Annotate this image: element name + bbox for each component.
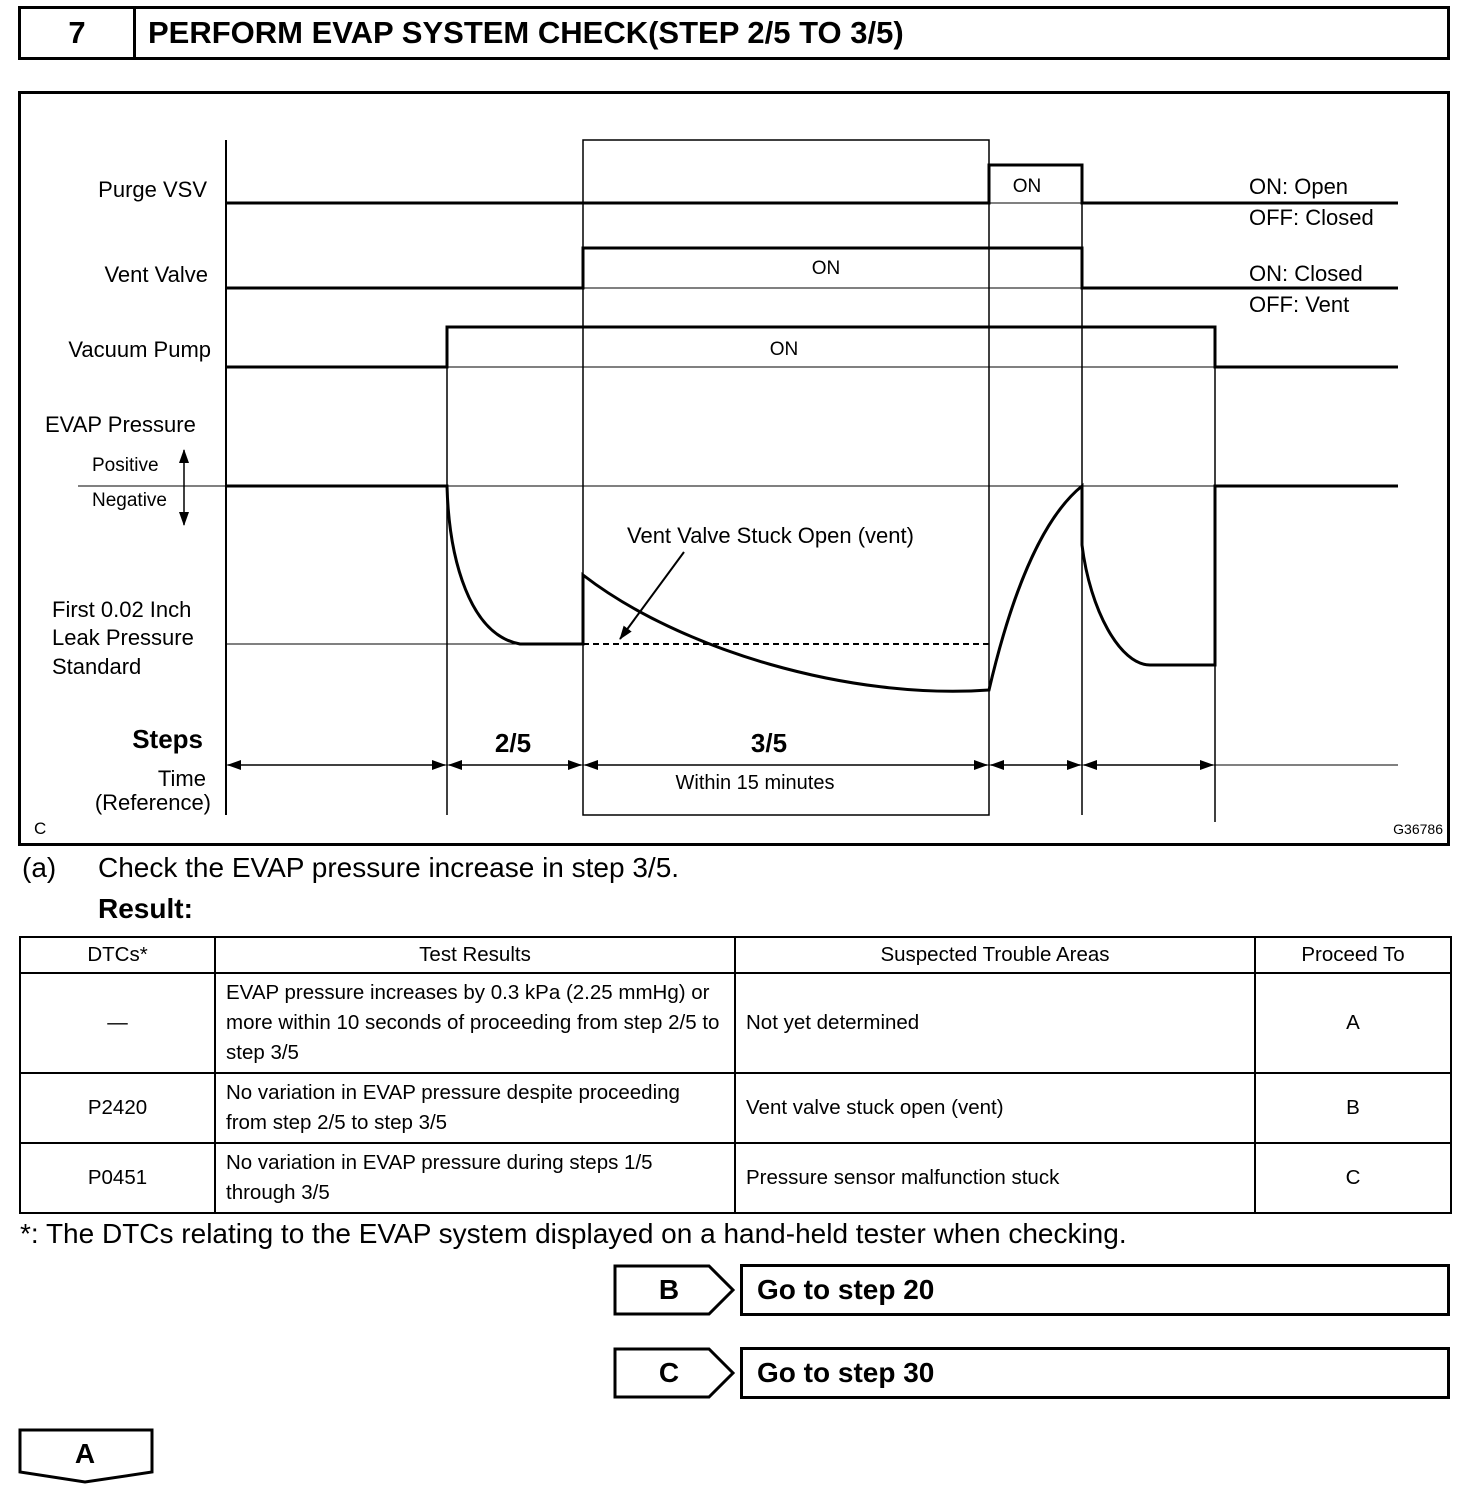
route-c-code: C: [658, 1357, 680, 1388]
results-table: [19, 936, 1452, 1214]
label-purge-vsv: Purge VSV: [98, 177, 207, 202]
dtc-cell: —: [20, 973, 215, 1073]
route-c: [613, 1347, 1453, 1399]
vacuum-pump-waveform: [226, 327, 1398, 367]
test-result-cell: EVAP pressure increases by 0.3 kPa (2.25 mmHg) or more within 10 seconds of proceeding from step 2/5 to step 3/5: [215, 973, 735, 1073]
label-reference: (Reference): [94, 790, 211, 815]
within-15-minutes: Within 15 minutes: [675, 772, 835, 794]
test-result-cell: No variation in EVAP pressure during steps 1/5 through 3/5: [215, 1143, 735, 1213]
label-leak-line3: Standard: [52, 654, 142, 679]
legend-vent-on: ON: Closed: [1249, 261, 1363, 286]
route-c-code-box[interactable]: [613, 1347, 735, 1399]
result-label: Result:: [98, 893, 193, 924]
step-label-2-5: 2/5: [494, 728, 532, 758]
step-header: [18, 6, 1450, 60]
proceed-cell: A: [1255, 973, 1451, 1073]
figure-id: G36786: [1393, 821, 1443, 837]
legend-vent-off: OFF: Vent: [1249, 292, 1350, 317]
label-vacuum-pump: Vacuum Pump: [68, 337, 211, 362]
footnote: *: The DTCs relating to the EVAP system displayed on a hand-held tester when checking.: [20, 1218, 1127, 1249]
instruction-label: (a): [22, 852, 57, 883]
proceed-cell: B: [1255, 1073, 1451, 1143]
table-row: [20, 973, 1451, 1073]
evap-pressure-curve: [226, 486, 1398, 691]
trouble-area-cell: Pressure sensor malfunction stuck: [735, 1143, 1255, 1213]
route-a-code-box[interactable]: [18, 1428, 158, 1486]
trouble-area-cell: Not yet determined: [735, 973, 1255, 1073]
label-negative: Negative: [92, 490, 167, 511]
header-test-results: Test Results: [215, 937, 735, 973]
purge-vsv-waveform: [226, 165, 1398, 203]
route-b-code-box[interactable]: [613, 1264, 735, 1316]
header-suspected-areas: Suspected Trouble Areas: [735, 937, 1255, 973]
dtc-cell: P2420: [20, 1073, 215, 1143]
annotation-arrow: [620, 552, 684, 639]
trouble-area-cell: Vent valve stuck open (vent): [735, 1073, 1255, 1143]
label-vent-valve: Vent Valve: [104, 262, 208, 287]
header-dtcs: DTCs*: [20, 937, 215, 973]
instruction-text: Check the EVAP pressure increase in step 3/5.: [98, 852, 680, 883]
dtc-cell: P0451: [20, 1143, 215, 1213]
proceed-cell: C: [1255, 1143, 1451, 1213]
step-title: PERFORM EVAP SYSTEM CHECK(STEP 2/5 TO 3/5): [148, 15, 904, 50]
route-b-goto[interactable]: Go to step 20: [740, 1264, 1450, 1316]
purge-on-label: ON: [1012, 176, 1042, 197]
legend-purge-on: ON: Open: [1249, 174, 1349, 199]
step-number: 7: [21, 9, 136, 57]
label-positive: Positive: [92, 455, 159, 476]
table-row: [20, 1143, 1451, 1213]
table-header-row: [20, 937, 1451, 973]
route-b-code: B: [658, 1274, 680, 1305]
step-3-5-frame: [583, 140, 989, 815]
timing-diagram: [18, 91, 1450, 846]
corner-code: C: [34, 819, 47, 838]
label-time: Time: [157, 766, 206, 791]
label-leak-line1: First 0.02 Inch: [52, 597, 192, 622]
route-c-goto[interactable]: Go to step 30: [740, 1347, 1450, 1399]
legend-purge-off: OFF: Closed: [1249, 205, 1374, 230]
table-row: [20, 1073, 1451, 1143]
route-b: [613, 1264, 1453, 1316]
timing-diagram-svg: [21, 94, 1447, 843]
route-a-code: A: [74, 1438, 96, 1469]
step-label-3-5: 3/5: [750, 728, 788, 758]
test-result-cell: No variation in EVAP pressure despite proceeding from step 2/5 to step 3/5: [215, 1073, 735, 1143]
label-leak-line2: Leak Pressure: [52, 625, 194, 650]
label-steps: Steps: [132, 724, 203, 754]
header-proceed-to: Proceed To: [1255, 937, 1451, 973]
pump-on-label: ON: [769, 339, 799, 360]
annotation-vent-stuck: Vent Valve Stuck Open (vent): [627, 523, 914, 548]
vent-on-label: ON: [811, 258, 841, 279]
label-evap-pressure: EVAP Pressure: [45, 412, 196, 437]
